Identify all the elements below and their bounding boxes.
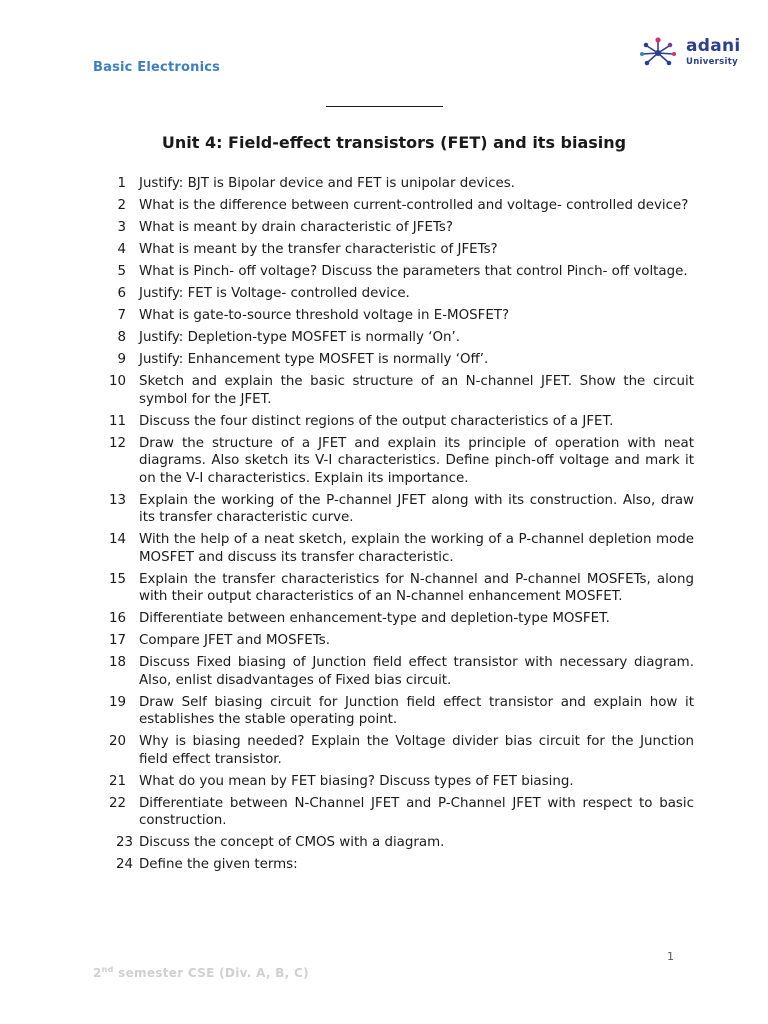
question-text: Compare JFET and MOSFETs. [139, 633, 330, 648]
footer-semester [93, 965, 309, 980]
question-number: 10 [108, 374, 126, 389]
question-item [104, 285, 694, 303]
question-number: 21 [108, 773, 126, 789]
question-number: 3 [117, 220, 126, 235]
question-text: What do you mean by FET biasing? Discuss types of FET biasing. [139, 773, 574, 789]
logo-brand: adani [686, 36, 741, 56]
question-item [104, 834, 694, 852]
question-number: 16 [108, 611, 126, 626]
question-item [104, 307, 694, 325]
footer-semester-suffix: nd [101, 965, 114, 974]
question-text: Justify: Depletion-type MOSFET is normally ‘On’. [139, 330, 461, 345]
question-text: Justify: Enhancement type MOSFET is normally ‘Off’. [139, 352, 489, 367]
question-item [104, 694, 694, 729]
question-text: Discuss the concept of CMOS with a diagram. [139, 835, 445, 850]
question-text: Draw Self biasing circuit for Junction field effect transistor and explain how it establishes the stable operating point. [139, 694, 694, 727]
question-number: 22 [108, 795, 126, 811]
question-text: What is the difference between current-controlled and voltage- controlled device? [139, 198, 689, 213]
adani-logo-icon [638, 36, 678, 70]
question-text: What is meant by the transfer characteristic of JFETs? [139, 242, 498, 257]
question-text: Discuss the four distinct regions of the output characteristics of a JFET. [139, 413, 614, 429]
question-item [104, 856, 694, 874]
question-number: 24 [115, 857, 133, 872]
logo-subtitle: University [686, 57, 738, 67]
question-number: 11 [108, 413, 126, 429]
page-title: Unit 4: Field-effect transistors (FET) and its biasing [161, 133, 627, 152]
question-item [104, 654, 694, 689]
question-item [104, 733, 694, 768]
question-text: Define the given terms: [139, 857, 298, 872]
page-number: 1 [667, 950, 674, 963]
question-text: Justify: BJT is Bipolar device and FET is unipolar devices. [139, 176, 515, 191]
question-text: Sketch and explain the basic structure of an N-channel JFET. Show the circuit symbol for the JFET. [139, 374, 694, 407]
question-text: Draw the structure of a JFET and explain its principle of operation with neat diagrams. Also sketch its V-I characteristics. Define pinch-off voltage and mark it on the V-I characteristics. Explain its importance. [139, 435, 694, 486]
question-text: With the help of a neat sketch, explain the working of a P-channel depletion mode MOSFET and discuss its transfer characteristic. [139, 532, 694, 565]
question-number: 6 [117, 286, 126, 301]
question-text: Justify: FET is Voltage- controlled device. [139, 286, 410, 301]
university-logo [638, 36, 748, 72]
question-text: Explain the working of the P-channel JFET along with its construction. Also, draw its transfer characteristic curve. [139, 492, 694, 525]
question-text: What is meant by drain characteristic of JFETs? [139, 220, 453, 235]
question-text: Explain the transfer characteristics for N-channel and P-channel MOSFETs, along with their output characteristics of an N-channel enhancement MOSFET. [139, 571, 694, 604]
question-number: 1 [117, 176, 126, 191]
question-number: 15 [108, 571, 126, 587]
question-number: 23 [115, 835, 133, 850]
question-text: Differentiate between N-Channel JFET and P-Channel JFET with respect to basic construction. [139, 795, 694, 828]
question-list [104, 175, 694, 878]
question-item [104, 373, 694, 408]
question-number: 8 [117, 330, 126, 345]
question-text: Discuss Fixed biasing of Junction field effect transistor with necessary diagram. Also, enlist disadvantages of Fixed bias circuit. [139, 655, 694, 688]
question-item [104, 351, 694, 369]
footer-semester-text: semester CSE (Div. A, B, C) [113, 966, 309, 980]
question-item [104, 531, 694, 566]
question-item [104, 492, 694, 527]
question-item [104, 413, 694, 431]
question-text: Differentiate between enhancement-type and depletion-type MOSFET. [139, 611, 610, 626]
course-title: Basic Electronics [93, 60, 221, 75]
question-item [104, 571, 694, 606]
question-number: 9 [117, 352, 126, 367]
question-item [104, 329, 694, 347]
question-item [104, 263, 694, 281]
footer-semester-number: 2 [93, 966, 102, 980]
question-item [104, 632, 694, 650]
question-item [104, 610, 694, 628]
question-item [104, 219, 694, 237]
question-number: 4 [117, 242, 126, 257]
question-item [104, 241, 694, 259]
question-item [104, 175, 694, 193]
question-number: 14 [108, 532, 126, 547]
question-number: 5 [117, 264, 126, 279]
question-item [104, 197, 694, 215]
question-number: 17 [108, 633, 126, 648]
question-item [104, 773, 694, 791]
question-text: What is Pinch- off voltage? Discuss the parameters that control Pinch- off voltage. [139, 264, 688, 279]
question-number: 2 [117, 198, 126, 213]
question-text: Why is biasing needed? Explain the Voltage divider bias circuit for the Junction field effect transistor. [139, 734, 694, 767]
question-number: 12 [108, 435, 126, 451]
title-divider [326, 106, 443, 107]
question-number: 20 [108, 734, 126, 749]
question-item [104, 435, 694, 488]
question-number: 18 [108, 655, 126, 670]
question-number: 7 [117, 308, 126, 323]
question-text: What is gate-to-source threshold voltage in E-MOSFET? [139, 308, 510, 323]
question-item [104, 795, 694, 830]
question-number: 19 [108, 694, 126, 710]
question-number: 13 [108, 492, 126, 508]
